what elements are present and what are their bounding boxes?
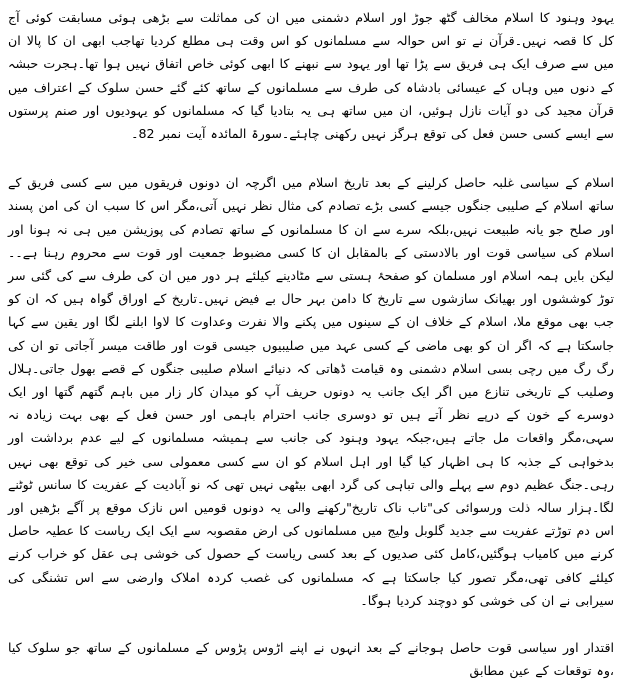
paragraph-2: اسلام کے سیاسی غلبہ حاصل کرلینے کے بعد تاریخ اسلام میں اگرچہ ان دونوں فریقوں میں سے کسی فریق کے ساتھ اسلام کے صلیبی جنگوں جیسے کسی بڑے تصادم کی مثال نظر نہیں آتی،مگر اس کا سبب ان کی امن پسند اور صلح جو یانہ طبیعت نہیں،بلکہ سرے سے ان کا مسلمانوں کے ساتھ تصادم کی پوزیشن میں ہی نہ ہونا اور اسلام کی سیاسی قوت اور بالادستی کے بالمقابل ان کا کسی مضبوط جمعیت اور قوت سے محروم رہنا ہے۔۔لیکن بایں ہمہ اسلام اور مسلمان کو صفحۂ ہستی سے مٹادینے کیلئے ہر دور میں ان کی طرف سے کی گئی سر توڑ کوششوں اور بھیانک سازشوں سے تاریخ کا دامن بہر حال بے فیض نہیں۔تاریخ کے اوراق گواہ ہیں کہ ان کو جب بھی موقع ملا، اسلام کے خلاف ان کے سینوں میں پکنے والا نفرت وعداوت کا لاوا ابلنے لگا اور یقین سے کہا جاسکتا ہے کہ اگر ان کو بھی ماضی کے کسی عہد میں صلیبیوں جیسی قوت اور طاقت میسر آجاتی تو ان کی رگ رگ میں رچی بسی اسلام دشمنی وہ قیامت ڈھاتی کہ دنیائے اسلام صلیبی جنگوں کے قصے بھول جاتی۔ہلال وصلیب کے تاریخی تنازع میں اگر ایک جانب یہ دونوں حریف آپ کو میدان کار زار میں باہم گتھم گتھا اور ایک دوسرے کے خون کے درپے نظر آتے ہیں تو دوسری جانب احترام باہمی اور حسن فعل کے بھی بہت زیادہ نہ سہی،مگر واقعات مل جاتے ہیں،جبکہ یہود وہنود کی جانب سے ہمیشہ مسلمانوں کے لیے عدم برداشت اور بدخواہی کے جذبہ کا ہی اظہار کیا گیا اور اہل اسلام کو ان سے کسی معمولی سی خیر کی توقع بھی نہیں رہی۔جنگ عظیم دوم سے پہلے والی تباہی کی گرد ابھی بیٹھی نہیں تھی کہ نو آبادیت کے عفریت کا سانس ٹوٹنے لگا۔ہزار سالہ ذلت ورسوائی کی"تاب ناک تاریخ"رکھنے والی یہ دونوں قومیں اس نازک موقع پر آگے بڑھیں اور اس دم توڑتے عفریت سے جدید گلوبل ولیج میں مسلمانوں کی ارض مقصوبہ سے ایک ایک ریاست کا عطیہ حاصل کرنے میں کامیاب ہوگئیں،کامل کئی صدیوں کے بعد کسی ریاست کے حصول کی خوشی ہی عقل کو خراب کرنے کیلئے کافی تھی،مگر تصور کیا جاسکتا ہے کہ مسلمانوں کی غصب کردہ املاک وارضی سے اس تشنگی کی سیرابی نے ان کی خوشی کو دوچند کردیا ہوگا۔ — [8, 175, 614, 608]
paragraph-3: اقتدار اور سیاسی قوت حاصل ہوجانے کے بعد انہوں نے اپنے اڑوس پڑوس کے مسلمانوں کے ساتھ جو سلوک کیا ،وہ توقعات کے عین مطابق — [8, 640, 614, 679]
paragraph-1: یہود وہنود کا اسلام مخالف گٹھ جوڑ اور اسلام دشمنی میں ان کی مماثلت سے بڑھی ہوئی مسابقت کوئی آج کل کا قصہ نہیں۔قرآن نے تو اس حوالہ سے مسلمانوں کو اس وقت ہی مطلع کردیا تھاجب ابھی ان کا پالا ان میں سے صرف ایک ہی فریق سے پڑا تھا اور یہود سے نبھنے کا ابھی کوئی خاص اتفاق نہیں ہوا تھا۔ہجرت حبشہ کے دنوں میں وہاں کے عیسائی بادشاہ کی طرف سے مسلمانوں کے ساتھ کئے گئے حسن سلوک کے اعتراف میں قرآن مجید کی دو آیات نازل ہوئیں، ان میں ساتھ ہی یہ بتادیا گیا کہ مسلمانوں کو یہودیوں اور صنم پرستوں سے ایسے کسی حسن فعل کی توقع ہرگز نہیں رکھنی چاہئے۔سورۃ المائدہ آیت نمبر 82۔ — [8, 10, 614, 142]
